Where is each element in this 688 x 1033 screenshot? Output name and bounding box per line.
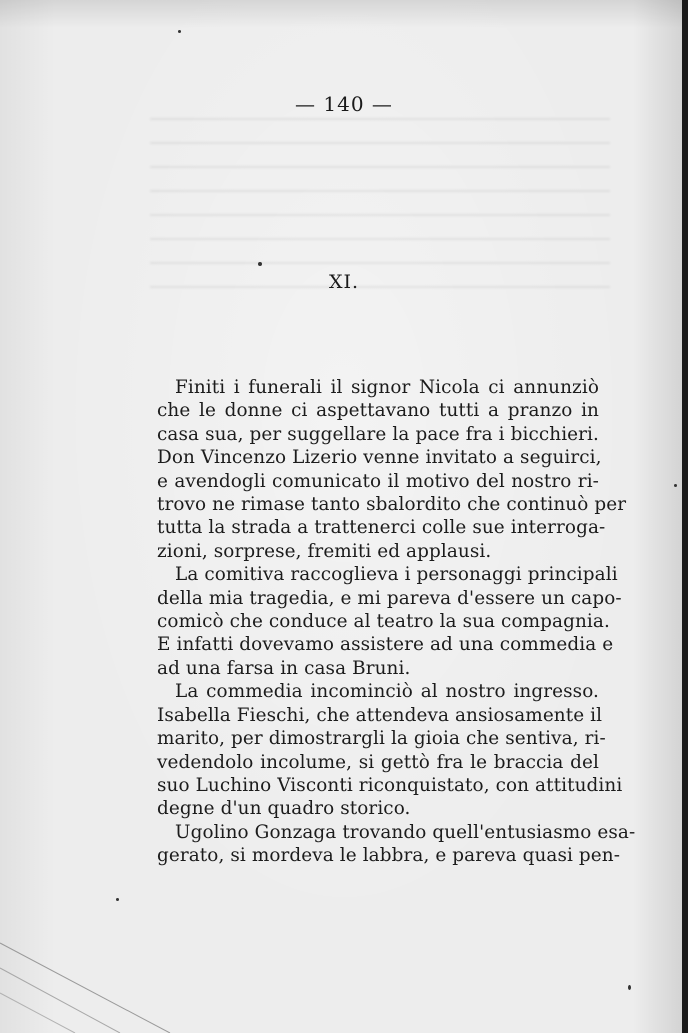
- text-line: Ugolino Gonzaga trovando quell'entusiasmo esa-: [175, 821, 636, 843]
- text-line: della mia tragedia, e mi pareva d'essere un capo-: [157, 587, 622, 609]
- corner-fold-marks: [0, 913, 190, 1033]
- text-line: La commedia incominciò al nostro ingresso.: [175, 681, 599, 703]
- paragraph: [157, 680, 623, 820]
- text-line: gerato, si mordeva le labbra, e pareva quasi pen-: [157, 845, 621, 867]
- scan-top-shadow: [0, 0, 688, 28]
- text-line: E infatti dovevamo assistere ad una commedia e: [157, 634, 614, 656]
- text-line: comicò che conduce al teatro la sua compagnia.: [157, 611, 610, 633]
- text-line: che le donne ci aspettavano tutti a pranzo in: [157, 400, 599, 422]
- text-line: casa sua, per suggellare la pace fra i bicchieri.: [157, 423, 599, 445]
- paragraph: [157, 376, 627, 563]
- text-line: Isabella Fieschi, che attendeva ansiosamente il: [157, 704, 603, 726]
- text-line: zioni, sorprese, fremiti ed applausi.: [157, 540, 492, 562]
- text-line: suo Luchino Visconti riconquistato, con attitudini: [157, 774, 623, 796]
- page-number: — 140 —: [295, 92, 393, 116]
- speck: [178, 30, 181, 33]
- text-line: Don Vincenzo Lizerio venne invitato a seguirci,: [157, 447, 602, 469]
- text-line: Finiti i funerali il signor Nicola ci annunziò: [175, 377, 599, 398]
- text-line: vedendolo incolume, si gettò fra le braccia del: [157, 751, 599, 773]
- body-text: [157, 376, 636, 868]
- text-line: La comitiva raccoglieva i personaggi principali: [175, 564, 618, 586]
- text-line: tutta la strada a trattenerci colle sue interroga-: [157, 517, 606, 539]
- chapter-heading: XI.: [328, 271, 360, 293]
- scan-right-edge: [682, 0, 688, 1033]
- text-line: marito, per dimostrargli la gioia che sentiva, ri-: [157, 728, 606, 750]
- text-line: ad una farsa in casa Bruni.: [157, 657, 411, 679]
- text-line: trovo ne rimase tanto sbalordito che continuò per: [157, 494, 627, 516]
- speck: [674, 484, 677, 487]
- speck: [116, 898, 119, 901]
- text-line: e avendogli comunicato il motivo del nostro ri-: [157, 470, 599, 492]
- speck: [628, 985, 631, 990]
- text-line: degne d'un quadro storico.: [157, 798, 411, 820]
- paragraph: [157, 563, 622, 680]
- paragraph: [157, 821, 636, 868]
- speck: [258, 262, 262, 266]
